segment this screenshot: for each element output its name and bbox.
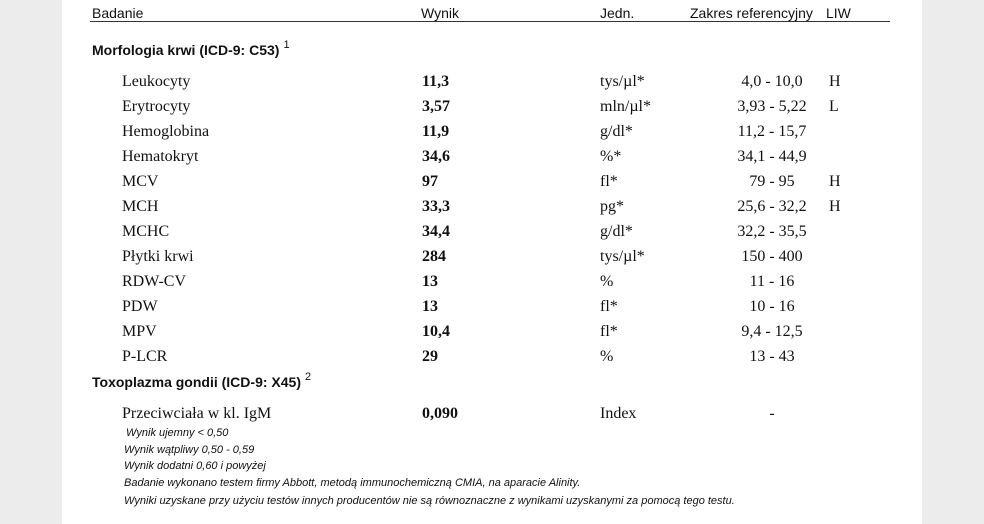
result-value: 0,090	[422, 405, 458, 422]
unit: pg*	[600, 198, 624, 215]
reference-range: 79 - 95	[749, 173, 795, 190]
reference-range: 11,2 - 15,7	[737, 123, 807, 140]
column-header-flag: LIW	[826, 5, 851, 21]
flag: H	[829, 198, 841, 215]
unit: tys/µl*	[600, 73, 645, 90]
unit: mln/µl*	[600, 98, 651, 115]
header-divider	[90, 21, 890, 22]
note-borderline: Wynik wątpliwy 0,50 - 0,59	[124, 444, 255, 456]
test-name: P-LCR	[122, 348, 168, 365]
footnote-marker: 2	[304, 371, 312, 383]
result-row	[62, 298, 922, 323]
result-row	[62, 198, 922, 223]
reference-range: 13 - 43	[749, 348, 795, 365]
result-value: 284	[422, 248, 446, 265]
reference-range: 11 - 16	[749, 273, 795, 290]
test-name: MPV	[122, 323, 157, 340]
test-name: Leukocyty	[122, 73, 191, 90]
unit: tys/µl*	[600, 248, 645, 265]
result-row	[62, 248, 922, 273]
reference-range: 10 - 16	[749, 298, 795, 315]
result-value: 11,3	[422, 73, 450, 90]
test-name: Hematokryt	[122, 148, 199, 165]
unit: %	[600, 273, 614, 290]
test-name: Hemoglobina	[122, 123, 210, 140]
test-name: MCV	[122, 173, 159, 190]
unit: Index	[600, 405, 637, 422]
result-value: 11,9	[422, 123, 450, 140]
result-row	[62, 348, 922, 373]
result-row	[62, 173, 922, 198]
unit: fl*	[600, 173, 618, 190]
section-title-toxoplasma	[92, 371, 312, 390]
reference-range: 34,1 - 44,9	[737, 148, 807, 165]
column-header-test: Badanie	[92, 5, 144, 21]
result-value: 13	[422, 273, 438, 290]
unit: g/dl*	[600, 123, 633, 140]
result-row	[62, 273, 922, 298]
unit: fl*	[600, 298, 618, 315]
unit: g/dl*	[600, 223, 633, 240]
reference-range: 25,6 - 32,2	[737, 198, 807, 215]
reference-range: -	[769, 405, 775, 422]
note-method: Badanie wykonano testem firmy Abbott, metodą immunochemiczną CMIA, na aparacie Alinity.	[124, 477, 581, 489]
result-value: 34,6	[422, 148, 450, 165]
test-name: Płytki krwi	[122, 248, 194, 265]
result-value: 97	[422, 173, 438, 190]
test-name: PDW	[122, 298, 158, 315]
result-value: 33,3	[422, 198, 450, 215]
result-row	[62, 123, 922, 148]
unit: fl*	[600, 323, 618, 340]
section-title-text: Toxoplazma gondii (ICD-9: X45)	[92, 374, 301, 390]
unit: %*	[600, 148, 622, 165]
result-value: 10,4	[422, 323, 450, 340]
column-header-reference: Zakres referencyjny	[690, 5, 813, 21]
section-title-morphology	[92, 39, 290, 58]
result-value: 29	[422, 348, 438, 365]
result-row	[62, 223, 922, 248]
flag: L	[829, 98, 839, 115]
footnote-marker: 1	[283, 39, 290, 51]
result-value: 34,4	[422, 223, 450, 240]
test-name: Przeciwciała w kl. IgM	[122, 405, 272, 422]
result-value: 13	[422, 298, 438, 315]
reference-range: 3,93 - 5,22	[737, 98, 807, 115]
test-name: RDW-CV	[122, 273, 186, 290]
result-row	[62, 73, 922, 98]
reference-range: 4,0 - 10,0	[741, 73, 803, 90]
test-name: Erytrocyty	[122, 98, 191, 115]
flag: H	[829, 73, 841, 90]
lab-report-page	[62, 0, 922, 524]
result-row	[62, 323, 922, 348]
reference-range: 32,2 - 35,5	[737, 223, 807, 240]
result-row	[62, 148, 922, 173]
reference-range: 150 - 400	[741, 248, 803, 265]
section-title-text: Morfologia krwi (ICD-9: C53)	[92, 42, 280, 58]
flag: H	[829, 173, 841, 190]
result-value: 3,57	[422, 98, 450, 115]
column-header-result: Wynik	[421, 5, 459, 21]
result-row	[62, 98, 922, 123]
note-positive: Wynik dodatni 0,60 i powyżej	[124, 460, 266, 472]
test-name: MCHC	[122, 223, 170, 240]
reference-range: 9,4 - 12,5	[741, 323, 803, 340]
test-name: MCH	[122, 198, 159, 215]
unit: %	[600, 348, 614, 365]
column-header-unit: Jedn.	[600, 5, 635, 21]
note-negative: Wynik ujemny < 0,50	[126, 427, 229, 439]
note-disclaimer: Wyniki uzyskane przy użyciu testów innych producentów nie są równoznaczne z wynikami uzyskanymi za pomocą tego testu.	[124, 495, 735, 507]
